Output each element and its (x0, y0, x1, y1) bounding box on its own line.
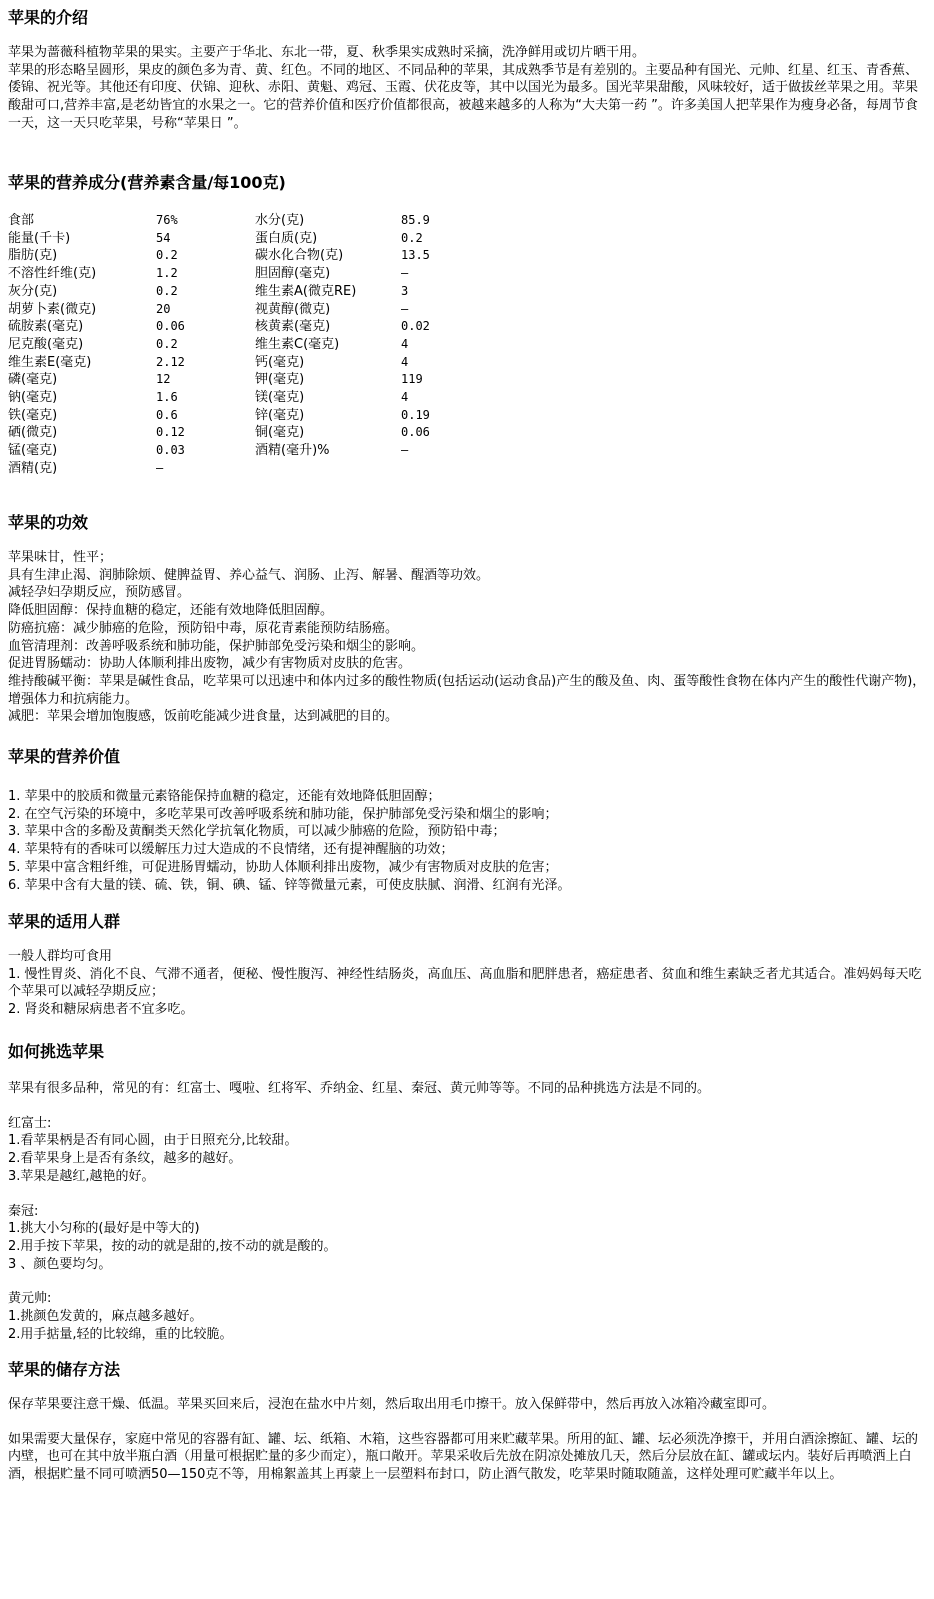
nutrient-value: 119 (401, 372, 423, 387)
nutrient-name: 胡萝卜素(微克) (8, 301, 97, 317)
section-title-value: 苹果的营养价值 (8, 747, 121, 766)
nutrient-value: — (156, 460, 164, 475)
nutrient-name: 硒(微克) (8, 425, 58, 441)
value-line: 6. 苹果中含有大量的镁、硫、铁，铜、碘、锰、锌等微量元素，可使皮肤腻、润滑、红润有光泽。 (8, 877, 571, 893)
nutrient-name: 钾(毫克) (255, 372, 305, 388)
choose-line: 1.看苹果柄是否有同心圆，由于日照充分,比较甜。 (8, 1133, 298, 1149)
section-title-storage: 苹果的储存方法 (8, 1360, 121, 1379)
section-title-people: 苹果的适用人群 (8, 912, 121, 931)
effects-line: 苹果味甘，性平； (8, 550, 113, 565)
choose-group-name: 红富士: (8, 1115, 52, 1131)
value-line: 2. 在空气污染的环境中，多吃苹果可改善呼吸系统和肺功能，保护肺部免受污染和烟尘的影响； (8, 806, 558, 822)
nutrient-value: 0.06 (156, 319, 185, 334)
nutrition-table (8, 212, 501, 478)
effects-line: 促进胃肠蠕动：协助人体顺利排出废物，减少有害物质对皮肤的危害。 (8, 656, 412, 672)
nutrient-value: 85.9 (401, 213, 430, 227)
people-line: 1. 慢性胃炎、消化不良、气滞不通者，便秘、慢性腹泻、神经性结肠炎，高血压、高血脂和肥胖患者，癌症患者、贫血和维生素缺乏者尤其适合。准妈妈每天吃个苹果可以减轻孕期反应； (8, 966, 922, 1000)
nutrition-row (8, 371, 501, 389)
nutrition-row (8, 407, 501, 425)
intro-paragraph: 苹果的形态略呈圆形，果皮的颜色多为青、黄、红色。不同的地区、不同品种的苹果，其成熟季节是有差别的。主要品种有国光、元帅、红星、红玉、青香蕉、倭锦、祝光等。其他还有印度、伏锦、迎秋、赤阳、黄魁、鸡冠、玉霞、伏花皮等，其中以国光为最多。国光苹果甜酸，风味较好，适于做拔丝苹果之用。苹果酸甜可口,营养丰富,是老幼皆宜的水果之一。它的营养价值和医疗价值都很高，被越来越多的人称为“大夫第一药 ”。许多美国人把苹果作为瘦身必备，每周节食一天，这一天只吃苹果，号称“苹果日 ”。 (8, 62, 919, 131)
effects-line: 血管清理剂：改善呼吸系统和肺功能，保护肺部免受污染和烟尘的影响。 (8, 638, 425, 654)
nutrient-value: 0.06 (401, 425, 430, 440)
nutrient-value: 1.2 (156, 266, 178, 281)
nutrient-value: 76% (156, 213, 178, 227)
nutrient-value: 4 (401, 354, 409, 369)
nutrient-name: 维生素C(毫克) (255, 336, 340, 352)
nutrient-name: 钙(毫克) (255, 354, 305, 370)
effects-line: 维持酸碱平衡：苹果是碱性食品，吃苹果可以迅速中和体内过多的酸性物质(包括运动(运动食品)产生的酸及鱼、肉、蛋等酸性食物在体内产生的酸性代谢产物)，增强体力和抗病能力。 (8, 673, 926, 707)
effects-line: 防癌抗癌：减少肺癌的危险，预防铅中毒，原花青素能预防结肠癌。 (8, 620, 399, 636)
nutrient-name: 硫胺素(毫克) (8, 319, 84, 335)
nutrient-value: 0.02 (401, 319, 430, 334)
nutrient-name: 胆固醇(毫克) (255, 266, 331, 282)
effects-line: 减肥：苹果会增加饱腹感，饭前吃能减少进食量，达到减肥的目的。 (8, 709, 399, 725)
nutrient-name (255, 460, 401, 478)
nutrition-row (8, 301, 501, 319)
storage-paragraph: 如果需要大量保存，家庭中常见的容器有缸、罐、坛、纸箱、木箱，这些容器都可用来贮藏苹果。所用的缸、罐、坛必须洗净擦干，并用白酒涂擦缸、罐、坛的内壁，也可在其中放半瓶白酒（用量可根据贮量的多少而定），瓶口敞开。苹果采收后先放在阴凉处摊放几天，然后分层放在缸、罐或坛内。装好后再喷洒上白酒，根据贮量不同可喷洒50—150克不等，用棉絮盖其上再蒙上一层塑料布封口，防止酒气散发，吃苹果时随取随盖，这样处理可贮藏半年以上。 (8, 1431, 919, 1483)
nutrient-value: 4 (401, 390, 409, 405)
nutrition-row (8, 460, 501, 478)
nutrient-name: 锰(毫克) (8, 443, 58, 459)
people-line: 2. 肾炎和糖尿病患者不宜多吃。 (8, 1002, 194, 1018)
nutrient-value: 4 (401, 336, 409, 351)
nutrition-row (8, 212, 501, 230)
nutrition-row (8, 230, 501, 248)
nutrient-name: 镁(毫克) (255, 390, 305, 406)
choose-line: 2.用手按下苹果，按的动的就是甜的,按不动的就是酸的。 (8, 1238, 337, 1254)
section-title-choose: 如何挑选苹果 (8, 1042, 105, 1061)
value-line: 1. 苹果中的胶质和微量元素铬能保持血糖的稳定，还能有效地降低胆固醇； (8, 789, 441, 804)
choose-line: 2.看苹果身上是否有条纹，越多的越好。 (8, 1151, 242, 1167)
choose-line: 3 、颜色要均匀。 (8, 1256, 112, 1272)
storage-text (8, 1396, 926, 1484)
nutrient-name: 锌(毫克) (255, 407, 305, 423)
nutrient-name: 蛋白质(克) (255, 230, 318, 246)
nutrient-value: 0.19 (401, 407, 430, 422)
nutrient-value: 0.2 (156, 283, 178, 298)
nutrition-row (8, 283, 501, 301)
storage-paragraph: 保存苹果要注意干燥、低温。苹果买回来后，浸泡在盐水中片刻，然后取出用毛巾擦干。放入保鲜带中，然后再放入冰箱冷藏室即可。 (8, 1397, 776, 1412)
value-line: 3. 苹果中含的多酚及黄酮类天然化学抗氧化物质，可以减少肺癌的危险，预防铅中毒； (8, 824, 506, 840)
effects-line: 降低胆固醇：保持血糖的稳定，还能有效地降低胆固醇。 (8, 603, 334, 619)
effects-line: 减轻孕妇孕期反应，预防感冒。 (8, 585, 191, 601)
nutrient-name: 铁(毫克) (8, 407, 58, 423)
nutrition-row (8, 318, 501, 336)
choose-text (8, 1080, 926, 1343)
nutrient-value: 0.2 (156, 248, 178, 263)
nutrient-name: 维生素E(毫克) (8, 354, 92, 370)
nutrient-value: 3 (401, 283, 409, 298)
nutrient-value: 0.6 (156, 407, 178, 422)
nutrient-name: 酒精(克) (8, 460, 58, 476)
nutrient-name: 能量(千卡) (8, 230, 71, 246)
nutrient-value: — (401, 443, 409, 458)
nutrition-row (8, 336, 501, 354)
nutrient-value: 20 (156, 301, 171, 316)
choose-group-name: 黄元帅: (8, 1291, 52, 1307)
nutrient-name: 食部 (8, 213, 35, 228)
nutrition-row (8, 354, 501, 372)
nutrition-row (8, 265, 501, 283)
nutrient-name: 脂肪(克) (8, 248, 58, 264)
choose-line: 2.用手掂量,轻的比较绵，重的比较脆。 (8, 1326, 233, 1342)
effects-text (8, 549, 926, 726)
choose-line: 1.挑大小匀称的(最好是中等大的) (8, 1221, 200, 1237)
choose-line: 3.苹果是越红,越艳的好。 (8, 1168, 155, 1184)
nutrient-name: 水分(克) (255, 213, 305, 228)
choose-group-name: 秦冠: (8, 1203, 39, 1219)
nutrient-name: 酒精(毫升)% (255, 443, 330, 459)
value-line: 4. 苹果特有的香味可以缓解压力过大造成的不良情绪，还有提神醒脑的功效； (8, 842, 454, 858)
nutrient-value: 1.6 (156, 390, 178, 405)
nutrient-name: 视黄醇(微克) (255, 301, 331, 317)
effects-line: 具有生津止渴、润肺除烦、健脾益胃、养心益气、润肠、止泻、解暑、醒酒等功效。 (8, 567, 490, 583)
people-line: 一般人群均可食用 (8, 949, 113, 964)
nutrient-value: 0.12 (156, 425, 185, 440)
nutrient-value: 0.03 (156, 443, 185, 458)
nutrient-name: 核黄素(毫克) (255, 319, 331, 335)
nutrient-name: 不溶性纤维(克) (8, 266, 97, 282)
nutrient-name: 尼克酸(毫克) (8, 336, 84, 352)
nutrient-value: — (401, 301, 409, 316)
value-line: 5. 苹果中富含粗纤维，可促进肠胃蠕动，协助人体顺利排出废物，减少有害物质对皮肤的危害； (8, 859, 558, 875)
nutrient-value (401, 460, 501, 478)
nutrition-row (8, 247, 501, 265)
nutrient-value: 12 (156, 372, 171, 387)
section-title-effects: 苹果的功效 (8, 513, 89, 532)
nutrition-row (8, 424, 501, 442)
nutrient-name: 灰分(克) (8, 283, 58, 299)
intro-text (8, 44, 926, 133)
section-title-nutrition: 苹果的营养成分(营养素含量/每100克) (8, 173, 286, 192)
nutrient-value: 54 (156, 230, 171, 245)
value-text (8, 788, 926, 894)
section-title-intro: 苹果的介绍 (8, 8, 89, 27)
nutrient-name: 钠(毫克) (8, 390, 58, 406)
nutrient-name: 维生素A(微克RE) (255, 283, 357, 299)
people-text (8, 948, 926, 1019)
nutrient-value: 0.2 (156, 336, 178, 351)
nutrient-name: 磷(毫克) (8, 372, 58, 388)
nutrient-value: — (401, 266, 409, 281)
nutrition-row (8, 389, 501, 407)
nutrient-value: 2.12 (156, 354, 185, 369)
choose-intro: 苹果有很多品种，常见的有：红富士、嘎啦、红将军、乔纳金、红星、秦冠、黄元帅等等。不同的品种挑选方法是不同的。 (8, 1081, 711, 1096)
choose-line: 1.挑颜色发黄的，麻点越多越好。 (8, 1309, 203, 1325)
nutrient-name: 碳水化合物(克) (255, 248, 344, 264)
nutrient-value: 13.5 (401, 248, 430, 263)
intro-paragraph: 苹果为蔷薇科植物苹果的果实。主要产于华北、东北一带，夏、秋季果实成熟时采摘，洗净鲜用或切片晒干用。 (8, 45, 646, 60)
nutrient-name: 铜(毫克) (255, 425, 305, 441)
nutrient-value: 0.2 (401, 230, 423, 245)
nutrition-row (8, 442, 501, 460)
